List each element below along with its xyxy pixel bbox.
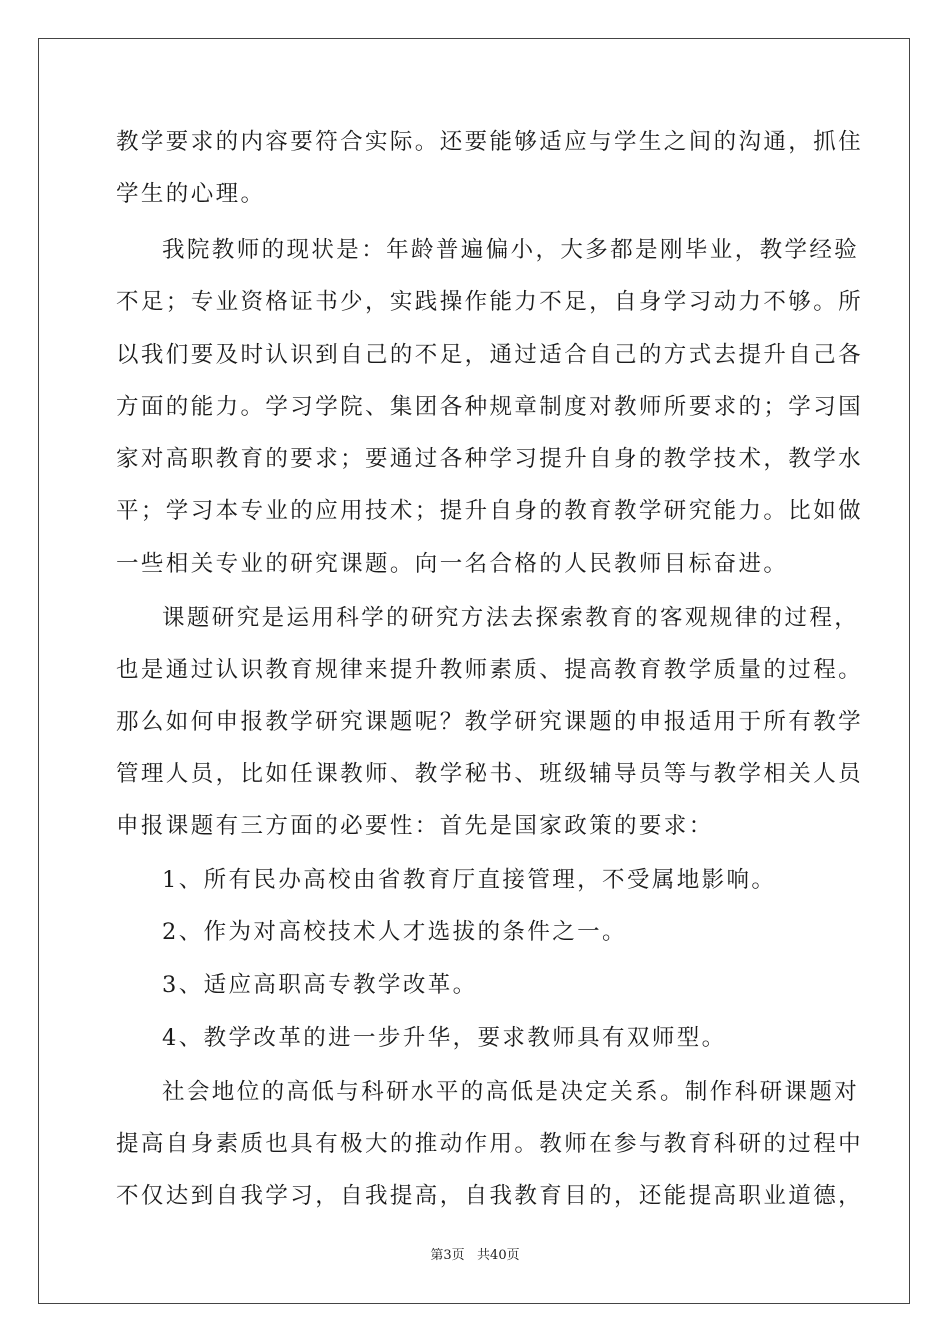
text-line: 方面的能力。学习学院、集团各种规章制度对教师所要求的；学习国 (116, 394, 864, 420)
text-line: 不仅达到自我学习，自我提高，自我教育目的，还能提高职业道德， (116, 1183, 864, 1209)
text-line: 学生的心理。 (116, 181, 266, 207)
paragraph-start-line: 社会地位的高低与科研水平的高低是决定关系。制作科研课题对 (162, 1079, 860, 1105)
text-line: 以我们要及时认识到自己的不足，通过适合自己的方式去提升自己各 (116, 342, 864, 368)
text-line: 不足；专业资格证书少，实践操作能力不足，自身学习动力不够。所 (116, 289, 864, 315)
list-item: 4、教学改革的进一步升华，要求教师具有双师型。 (162, 1025, 727, 1051)
text-line: 一些相关专业的研究课题。向一名合格的人民教师目标奋进。 (116, 551, 789, 577)
paragraph-start-line: 课题研究是运用科学的研究方法去探索教育的客观规律的过程， (162, 605, 860, 631)
text-line: 也是通过认识教育规律来提升教师素质、提高教育教学质量的过程。 (116, 657, 864, 683)
text-line: 平；学习本专业的应用技术；提升自身的教育教学研究能力。比如做 (116, 498, 864, 524)
text-line: 家对高职教育的要求；要通过各种学习提升自身的教学技术，教学水 (116, 446, 864, 472)
list-item: 1、所有民办高校由省教育厅直接管理，不受属地影响。 (162, 867, 777, 893)
text-line: 那么如何申报教学研究课题呢？教学研究课题的申报适用于所有教学 (116, 709, 864, 735)
paragraph-start-line: 我院教师的现状是：年龄普遍偏小，大多都是刚毕业，教学经验 (162, 237, 860, 263)
text-line: 管理人员，比如任课教师、教学秘书、班级辅导员等与教学相关人员 (116, 761, 864, 787)
page-number-footer: 第3页 共40页 (430, 1248, 520, 1263)
list-item: 2、作为对高校技术人才选拔的条件之一。 (162, 919, 627, 945)
text-line: 申报课题有三方面的必要性：首先是国家政策的要求： (116, 813, 714, 839)
list-item: 3、适应高职高专教学改革。 (162, 972, 478, 998)
text-line: 提高自身素质也具有极大的推动作用。教师在参与教育科研的过程中 (116, 1131, 864, 1157)
text-line: 教学要求的内容要符合实际。还要能够适应与学生之间的沟通，抓住 (116, 129, 864, 155)
